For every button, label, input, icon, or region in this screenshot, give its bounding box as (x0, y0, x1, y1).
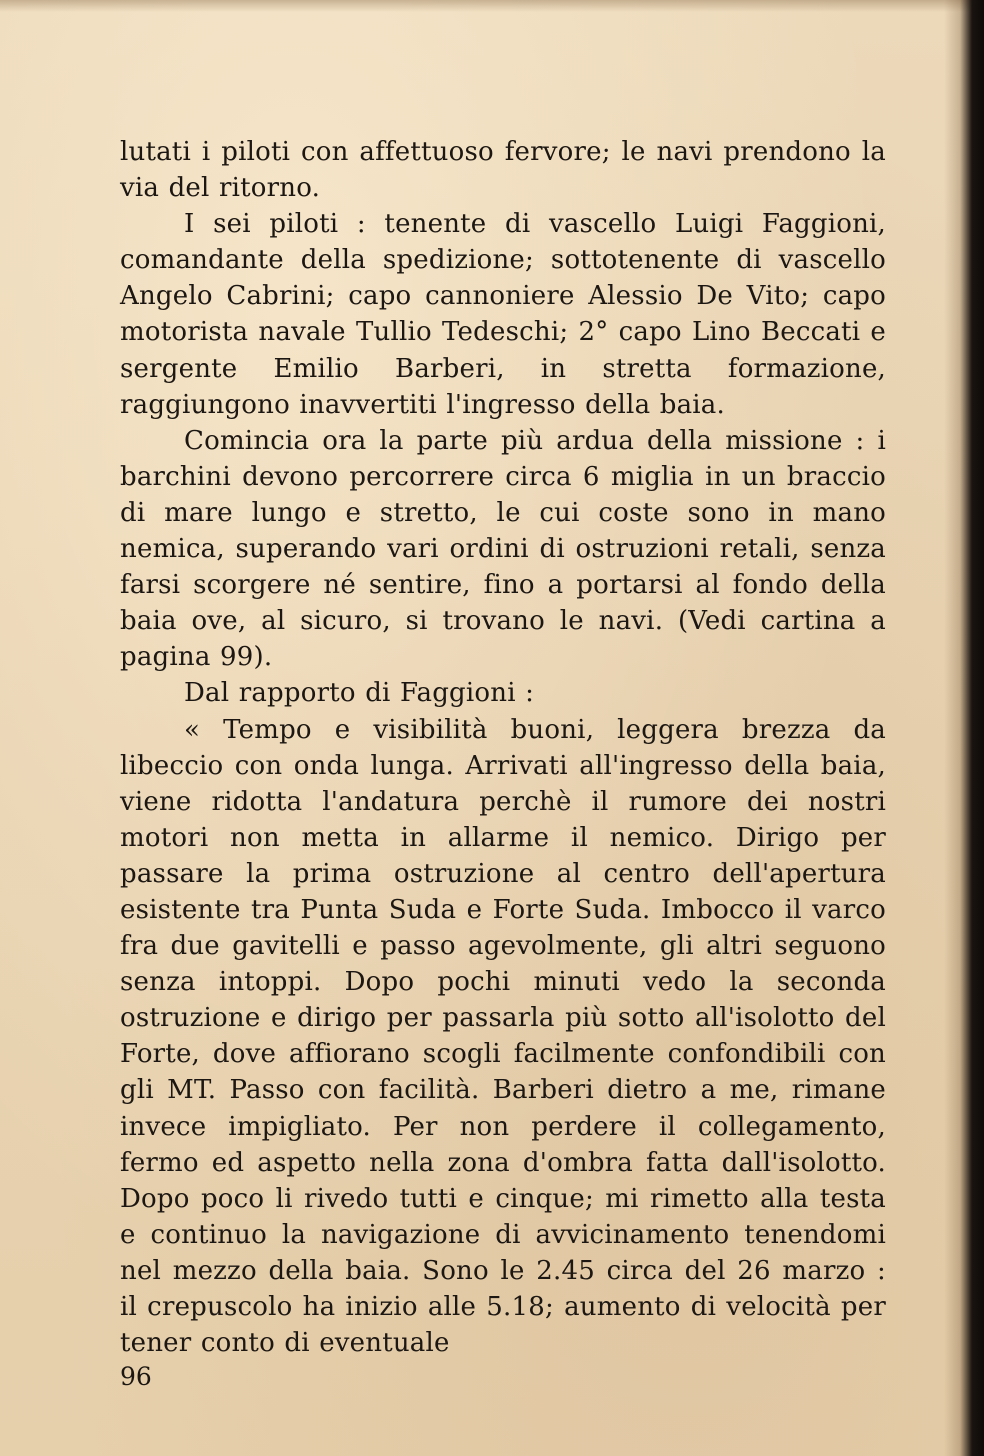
body-text (120, 134, 886, 1361)
paragraph-2: I sei piloti : tenente di vascello Luigi Faggioni, comandante della spedizione; sottotenente di vascello Angelo Cabrini; capo cannoniere Alessio De Vito; capo motorista navale Tullio Tedeschi; 2° capo Lino Beccati e sergente Emilio Barberi, in stretta formazione, raggiungono inavvertiti l'ingresso della baia. (120, 209, 886, 420)
paragraph-5: « Tempo e visibilità buoni, leggera brezza da libeccio con onda lunga. Arrivati all'ingresso della baia, viene ridotta l'andatura perchè il rumore dei nostri motori non metta in allarme il nemico. Dirigo per passare la prima ostruzione al centro dell'apertura esistente tra Punta Suda e Forte Suda. Imbocco il varco fra due gavitelli e passo agevolmente, gli altri seguono senza intoppi. Dopo pochi minuti vedo la seconda ostruzione e dirigo per passarla più sotto all'isolotto del Forte, dove affiorano scogli facilmente confondibili con gli MT. Passo con facilità. Barberi dietro a me, rimane invece impigliato. Per non perdere il collegamento, fermo ed aspetto nella zona d'ombra fatta dall'isolotto. Dopo poco li rivedo tutti e cinque; mi rimetto alla testa e continuo la navigazione di avvicinamento tenendomi nel mezzo della baia. Sono le 2.45 circa del 26 marzo : il crepuscolo ha inizio alle 5.18; aumento di velocità per tener conto di eventuale (120, 714, 886, 1359)
paragraph-3: Comincia ora la parte più ardua della missione : i barchini devono percorrere circa 6 miglia in un braccio di mare lungo e stretto, le cui coste sono in mano nemica, superando vari ordini di ostruzioni retali, senza farsi scorgere né sentire, fino a portarsi al fondo della baia ove, al sicuro, si trovano le navi. (Vedi cartina a pagina 99). (120, 425, 886, 673)
page-top-edge (0, 0, 984, 12)
page-spine-edge (944, 0, 984, 1456)
page-number: 96 (120, 1362, 152, 1391)
paragraph-1: lutati i piloti con affettuoso fervore; le navi prendono la via del ritorno. (120, 137, 886, 204)
paragraph-4: Dal rapporto di Faggioni : (184, 678, 535, 709)
